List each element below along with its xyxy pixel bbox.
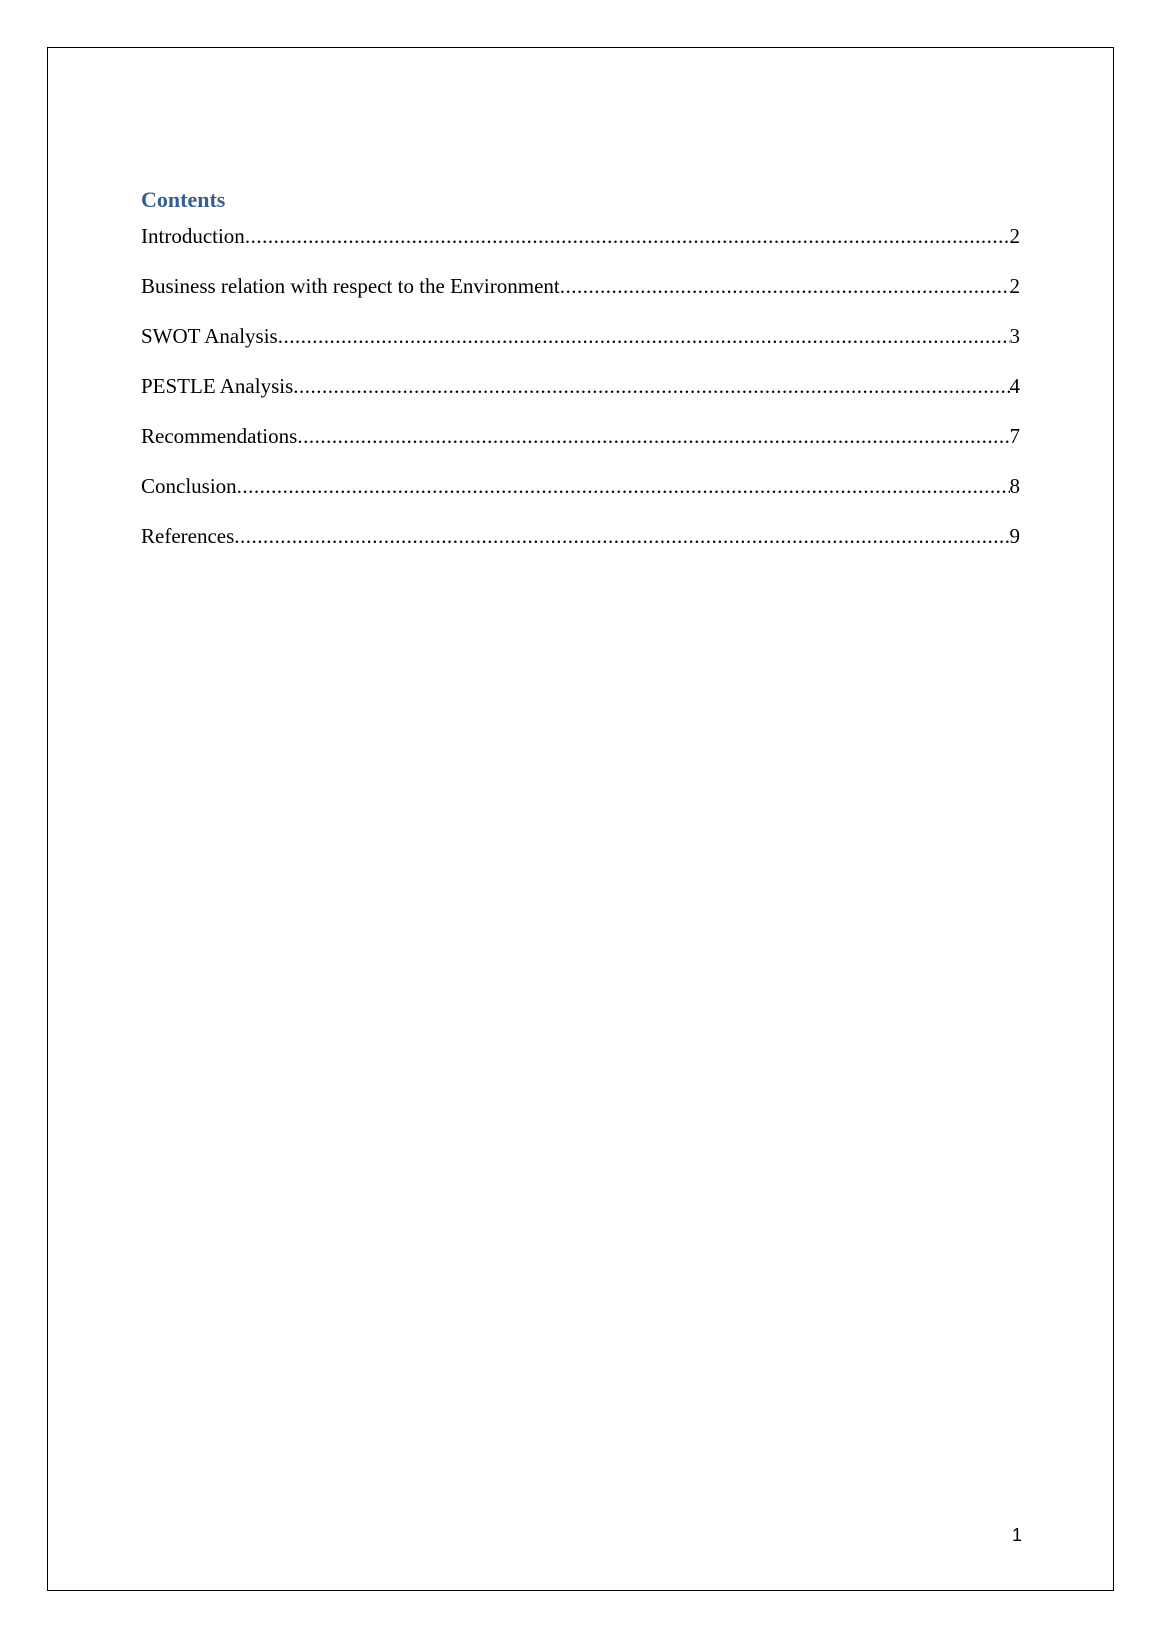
toc-entry-page: 8 bbox=[1009, 474, 1020, 498]
toc-entry-title: PESTLE Analysis bbox=[141, 374, 294, 398]
toc-dot-leader bbox=[234, 523, 1009, 549]
toc-entry-page: 4 bbox=[1009, 374, 1020, 398]
toc-dot-leader bbox=[245, 223, 1010, 249]
toc-entry-page: 7 bbox=[1009, 424, 1020, 448]
toc-dot-leader bbox=[237, 473, 1010, 499]
toc-entry-page: 2 bbox=[1009, 274, 1020, 298]
table-of-contents bbox=[141, 186, 1020, 573]
toc-entry-title: References bbox=[141, 524, 235, 548]
toc-dot-leader bbox=[560, 273, 1010, 299]
toc-entry-title: Conclusion bbox=[141, 474, 237, 498]
footer-page-number: 1 bbox=[1011, 1525, 1022, 1545]
toc-dot-leader bbox=[278, 323, 1010, 349]
toc-entry-page: 2 bbox=[1009, 224, 1020, 248]
toc-entry-pestle-analysis[interactable] bbox=[141, 373, 1020, 399]
toc-entry-title: Business relation with respect to the Environment bbox=[141, 274, 560, 298]
toc-entry-title: Recommendations bbox=[141, 424, 298, 448]
toc-entry-page: 9 bbox=[1009, 524, 1020, 548]
toc-entry-business-relation[interactable] bbox=[141, 273, 1020, 299]
toc-dot-leader bbox=[297, 423, 1009, 449]
toc-entry-introduction[interactable] bbox=[141, 223, 1020, 249]
toc-entry-title: Introduction bbox=[141, 224, 245, 248]
toc-list bbox=[141, 223, 1020, 549]
toc-entry-references[interactable] bbox=[141, 523, 1020, 549]
toc-entry-recommendations[interactable] bbox=[141, 423, 1020, 449]
toc-heading: Contents bbox=[141, 187, 226, 212]
toc-entry-swot-analysis[interactable] bbox=[141, 323, 1020, 349]
toc-dot-leader bbox=[293, 373, 1009, 399]
toc-entry-conclusion[interactable] bbox=[141, 473, 1020, 499]
toc-entry-title: SWOT Analysis bbox=[141, 324, 278, 348]
toc-entry-page: 3 bbox=[1009, 324, 1020, 348]
